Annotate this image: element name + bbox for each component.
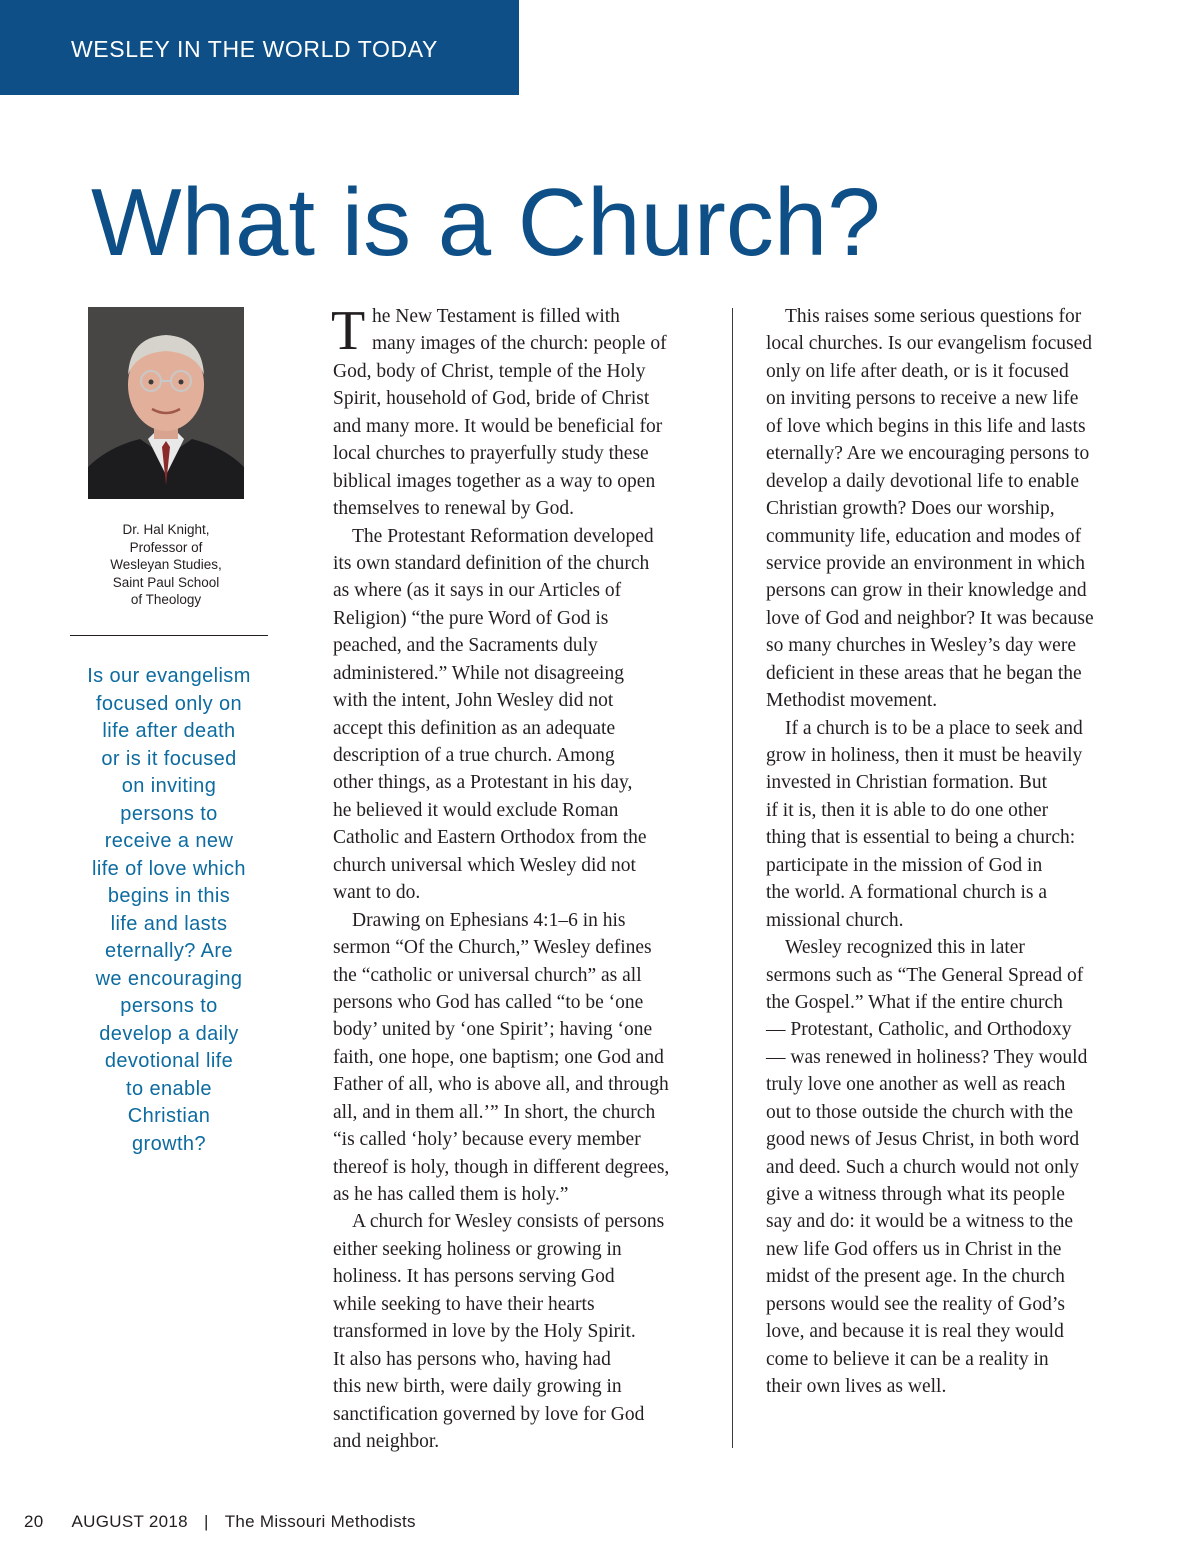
body-text-line: and deed. Such a church would not only (766, 1156, 1080, 1178)
body-text-line: thereof is holy, though in different degrees, (333, 1156, 670, 1178)
body-text-line: If a church is to be a place to seek and (785, 717, 1083, 739)
section-label: WESLEY IN THE WORLD TODAY (71, 36, 438, 62)
body-text-line: — was renewed in holiness? They would (766, 1046, 1088, 1068)
body-text-line: God, body of Christ, temple of the Holy (333, 360, 646, 382)
body-text-line: description of a true church. Among (333, 745, 615, 766)
pull-quote-line: we encouraging (95, 967, 243, 990)
body-text-line: so many churches in Wesley’s day were (766, 635, 1076, 657)
body-text-line: biblical images together as a way to open (333, 470, 656, 492)
body-text-line: Christian growth? Does our worship, (766, 498, 1055, 520)
section-banner (0, 0, 519, 95)
pull-quote-line: growth? (132, 1132, 206, 1155)
body-text-line: if it is, then it is able to do one other (766, 799, 1049, 821)
pull-quote-line: to enable (126, 1077, 212, 1100)
body-text-line: come to believe it can be a reality in (766, 1348, 1049, 1370)
pull-quote-line: Is our evangelism (87, 665, 251, 687)
body-text-line: local churches to prayerfully study these (333, 443, 649, 465)
pull-quote (66, 663, 272, 1158)
body-text-line: deficient in these areas that he began the (766, 662, 1082, 684)
body-text-line: good news of Jesus Christ, in both word (766, 1129, 1080, 1151)
body-text-line: many images of the church: people of (372, 333, 667, 355)
body-text-line: themselves to renewal by God. (333, 498, 574, 520)
pull-quote-line: life of love which (92, 857, 246, 880)
body-text-line: out to those outside the church with the (766, 1101, 1074, 1123)
body-text-line: persons who God has called “to be ‘one (333, 991, 644, 1013)
body-text-line: “is called ‘holy’ because every member (333, 1129, 641, 1151)
pull-quote-line: focused only on (95, 692, 243, 715)
pull-quote-line: begins in this (107, 885, 231, 907)
article-column-1 (331, 300, 705, 1455)
issue-date: AUGUST 2018 (71, 1512, 188, 1531)
body-text-line: as where (as it says in our Articles of (333, 580, 622, 602)
body-text-line: and neighbor. (333, 1430, 440, 1452)
body-text-line: other things, as a Protestant in his day, (333, 772, 633, 794)
body-text-line: faith, one hope, one baptism; one God and (333, 1046, 664, 1068)
body-text-line: church universal which Wesley did not (333, 854, 636, 876)
body-text-line: invested in Christian formation. But (766, 772, 1048, 794)
body-text-line: participate in the mission of God in (766, 854, 1043, 876)
body-text-line: the “catholic or universal church” as all (333, 964, 642, 986)
caption-line: of Theology (130, 592, 202, 608)
body-text-line: of love which begins in this life and lasts (766, 415, 1086, 437)
body-text-line: their own lives as well. (766, 1376, 947, 1398)
body-text-line: sermon “Of the Church,” Wesley defines (333, 937, 652, 959)
body-text-line: thing that is essential to being a church: (766, 827, 1076, 849)
footer-separator: | (203, 1512, 209, 1531)
body-text-line: eternally? Are we encouraging persons to (766, 443, 1090, 465)
body-text-line: Religion) “the pure Word of God is (333, 607, 609, 629)
photo-caption (66, 521, 266, 609)
body-text-line: Methodist movement. (766, 690, 938, 712)
body-text-line: its own standard definition of the church (333, 552, 650, 574)
body-text-line: he New Testament is filled with (372, 306, 620, 327)
body-text-line: either seeking holiness or growing in (333, 1238, 622, 1260)
body-text-line: persons can grow in their knowledge and (766, 580, 1087, 602)
body-text-line: he believed it would exclude Roman (333, 799, 619, 821)
body-text-line: persons would see the reality of God’s (766, 1293, 1065, 1315)
pull-quote-line: receive a new (104, 830, 234, 852)
body-text-line: while seeking to have their hearts (333, 1293, 595, 1315)
body-text-line: love of God and neighbor? It was because (766, 607, 1094, 629)
pull-quote-line: eternally? Are (105, 940, 233, 962)
body-text-line: administered.” While not disagreeing (333, 662, 624, 684)
body-text-line: accept this definition as an adequate (333, 717, 616, 739)
body-text-line: The Protestant Reformation developed (352, 525, 654, 547)
body-text-line: community life, education and modes of (766, 525, 1082, 547)
body-text-line: Father of all, who is above all, and through (333, 1074, 669, 1096)
body-text-line: holiness. It has persons serving God (333, 1266, 615, 1288)
body-text-line: missional church. (766, 909, 904, 931)
pull-quote-line: life and lasts (110, 912, 228, 935)
pull-quote-line: persons to (120, 995, 218, 1017)
author-photo (88, 307, 244, 499)
body-text-line: transformed in love by the Holy Spirit. (333, 1321, 636, 1343)
body-text-line: with the intent, John Wesley did not (333, 690, 614, 712)
pull-quote-line: life after death (102, 720, 236, 742)
pull-quote-line: Christian (127, 1105, 211, 1127)
pull-quote-line: persons to (120, 802, 218, 825)
sidebar-divider (70, 635, 268, 636)
body-text-line: want to do. (333, 882, 421, 904)
pull-quote-line: or is it focused (101, 747, 237, 770)
body-text-line: peached, and the Sacraments duly (333, 635, 598, 657)
body-text-line: — Protestant, Catholic, and Orthodoxy (766, 1019, 1072, 1041)
body-text-line: A church for Wesley consists of persons (352, 1211, 665, 1233)
page-footer (24, 1511, 416, 1533)
body-text-line: truly love one another as well as reach (766, 1074, 1066, 1096)
body-text-line: this new birth, were daily growing in (333, 1376, 622, 1398)
caption-line: Professor of (129, 539, 203, 555)
body-text-line: say and do: it would be a witness to the (766, 1211, 1074, 1233)
body-text-line: the Gospel.” What if the entire church (766, 991, 1063, 1013)
body-text-line: midst of the present age. In the church (766, 1266, 1065, 1288)
body-text-line: Spirit, household of God, bride of Christ (333, 388, 650, 410)
body-text-line: Catholic and Eastern Orthodox from the (333, 827, 647, 849)
body-text-line: and many more. It would be beneficial for (333, 415, 663, 437)
body-text-line: Drawing on Ephesians 4:1–6 in his (352, 909, 626, 931)
caption-line: Dr. Hal Knight, (122, 522, 210, 537)
body-text-line: sermons such as “The General Spread of (766, 964, 1084, 986)
caption-line: Saint Paul School (112, 574, 220, 590)
body-text-line: the world. A formational church is a (766, 882, 1048, 904)
caption-line: Wesleyan Studies, (110, 557, 222, 573)
body-text-line: Wesley recognized this in later (785, 937, 1025, 959)
page-number: 20 (24, 1512, 44, 1531)
body-text-line: grow in holiness, then it must be heavily (766, 745, 1083, 766)
column-divider (732, 308, 733, 1448)
article-column-2 (766, 303, 1138, 1401)
body-text-line: give a witness through what its people (766, 1184, 1065, 1205)
page-title: What is a Church? (91, 169, 881, 276)
body-text-line: body’ united by ‘one Spirit’; having ‘one (333, 1019, 653, 1041)
body-text-line: It also has persons who, having had (333, 1348, 611, 1370)
body-text-line: all, and in them all.’” In short, the church (333, 1101, 656, 1123)
pull-quote-line: on inviting (121, 775, 217, 797)
publication-name: The Missouri Methodists (224, 1512, 416, 1531)
body-text-line: sanctification governed by love for God (333, 1403, 645, 1425)
pull-quote-line: develop a daily (99, 1022, 239, 1045)
body-text-line: love, and because it is real they would (766, 1321, 1064, 1343)
body-text-line: This raises some serious questions for (785, 306, 1082, 327)
body-text-line: develop a daily devotional life to enable (766, 470, 1079, 492)
drop-cap: T (331, 300, 366, 362)
body-text-line: local churches. Is our evangelism focused (766, 333, 1092, 355)
body-text-line: on inviting persons to receive a new life (766, 388, 1079, 410)
pull-quote-line: devotional life (104, 1050, 234, 1072)
body-text-line: as he has called them is holy.” (333, 1184, 569, 1205)
body-text-line: new life God offers us in Christ in the (766, 1238, 1062, 1260)
body-text-line: service provide an environment in which (766, 552, 1085, 574)
body-text-line: only on life after death, or is it focused (766, 360, 1069, 382)
